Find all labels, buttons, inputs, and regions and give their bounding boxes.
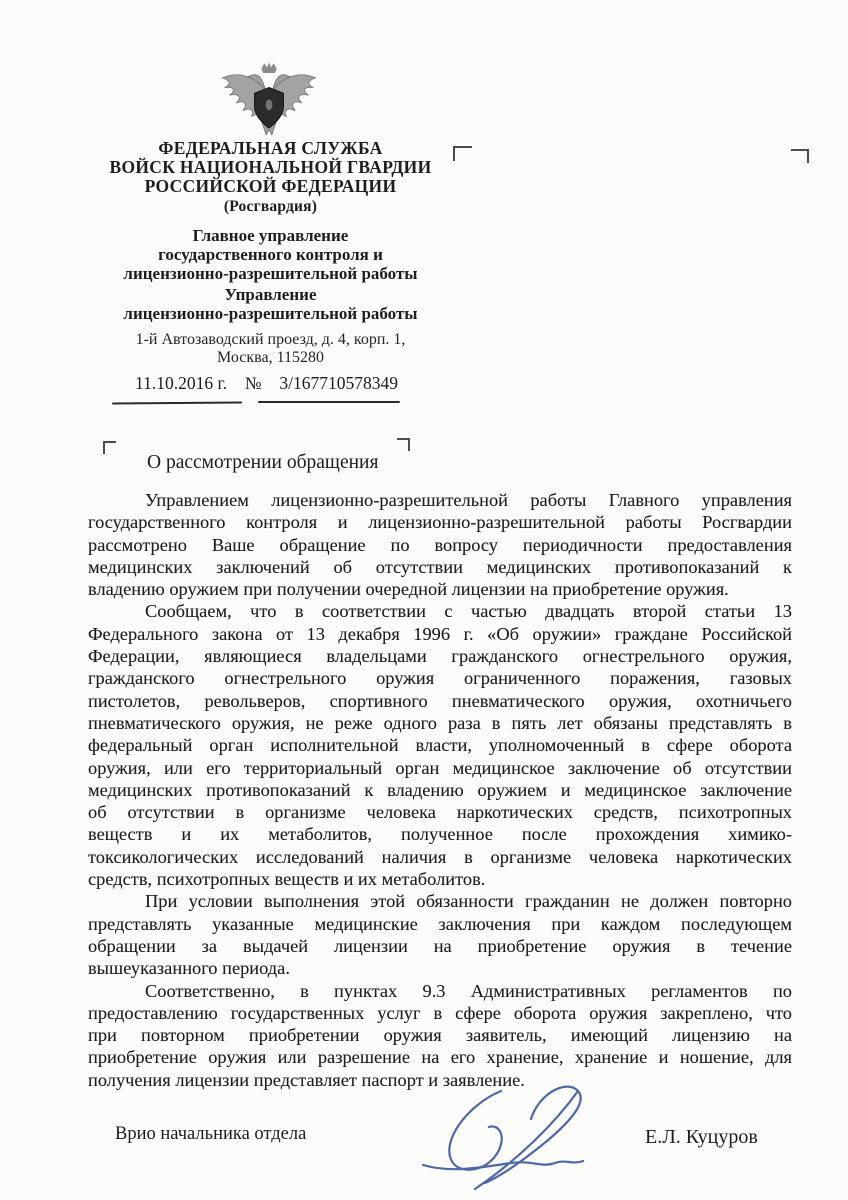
department-block bbox=[63, 226, 478, 283]
address-block bbox=[63, 331, 478, 367]
body-line: Федерального закона от 13 декабря 1996 г. «Об оружии» граждане Российской bbox=[88, 623, 792, 644]
body-line: об отсутствии в организме человека наркотических средств, психотропных bbox=[88, 802, 792, 823]
body-line: приобретение оружия или разрешение на его хранение, хранение и ношение, для bbox=[88, 1047, 792, 1068]
subdepartment-block bbox=[63, 285, 478, 323]
corner-mark bbox=[791, 149, 809, 163]
org-name-line: ФЕДЕРАЛЬНАЯ СЛУЖБА bbox=[158, 138, 383, 158]
number-underline bbox=[258, 401, 400, 403]
letter-date: 11.10.2016 г. bbox=[135, 373, 228, 393]
body-line: Сообщаем, что в соответствии с частью двадцать второй статьи 13 bbox=[145, 601, 792, 622]
body-line: пневматического оружия, не реже одного раза в пять лет обязаны представлять в bbox=[88, 712, 792, 733]
org-short-name: (Росгвардия) bbox=[223, 198, 318, 215]
body-paragraphs bbox=[88, 489, 792, 1091]
body-line: вышеуказанного периода. bbox=[88, 958, 290, 979]
body-line: государственного контроля и лицензионно-разрешительной работы Росгвардии bbox=[88, 512, 792, 533]
body-line: федеральный орган исполнительной власти, уполномоченный в сфере оборота bbox=[88, 735, 792, 756]
subdepartment-line: Управление bbox=[224, 285, 317, 304]
body-line: владению оружием при получении очередной лицензии на приобретение оружия. bbox=[88, 579, 729, 600]
body-line: рассмотрено Ваше обращение по вопросу периодичности предоставления bbox=[88, 534, 792, 555]
body-line: Соответственно, в пунктах 9.3 Административных регламентов по bbox=[145, 980, 792, 1001]
body-line: при повторном приобретении оружия заявитель, имеющий лицензию на bbox=[88, 1025, 792, 1046]
body-line: предоставлению государственных услуг в сфере оборота оружия закреплено, что bbox=[88, 1002, 792, 1023]
body-line: Управлением лицензионно-разрешительной работы Главного управления bbox=[145, 490, 792, 510]
signature-stroke bbox=[475, 1091, 578, 1189]
signature-stroke bbox=[449, 1091, 501, 1170]
letter-subject: О рассмотрении обращения bbox=[147, 452, 379, 473]
subdepartment-line: лицензионно-разрешительной работы bbox=[123, 304, 418, 323]
signer-position: Врио начальника отдела bbox=[115, 1124, 307, 1144]
body-line: представлять указанные медицинские заключения при каждом последующем bbox=[88, 913, 792, 934]
letter-number: 3/167710578349 bbox=[279, 373, 398, 393]
body-line: получения лицензии представляет паспорт и заявление. bbox=[88, 1069, 525, 1090]
emblem-crown bbox=[261, 62, 276, 73]
body-line: средств, психотропных веществ и их метаболитов. bbox=[88, 869, 486, 890]
body-line: веществ и их метаболитов, полученное после прохождения химико- bbox=[88, 824, 792, 845]
number-sign: № bbox=[244, 373, 262, 393]
date-number-line bbox=[135, 373, 398, 394]
emblem-shield-figure bbox=[266, 100, 273, 111]
address-line: Москва, 115280 bbox=[217, 349, 324, 366]
department-line: Главное управление bbox=[192, 226, 349, 245]
corner-mark bbox=[397, 438, 410, 451]
rosgvardiya-emblem-icon bbox=[213, 60, 325, 142]
body-line: обращении за выдачей лицензии на приобретение оружия в течение bbox=[88, 935, 792, 956]
body-line: оружия, или его территориальный орган медицинское заключение об отсутствии bbox=[88, 757, 792, 778]
body-line: гражданского огнестрельного оружия ограниченного поражения, газовых bbox=[88, 668, 792, 689]
org-name-line: ВОЙСК НАЦИОНАЛЬНОЙ ГВАРДИИ bbox=[109, 157, 432, 177]
body-line: токсикологических исследований наличия в организме человека наркотических bbox=[88, 846, 792, 867]
signer-name: Е.Л. Куцуров bbox=[645, 1126, 758, 1148]
department-line: лицензионно-разрешительной работы bbox=[123, 264, 418, 283]
org-name-line: РОССИЙСКОЙ ФЕДЕРАЦИИ bbox=[144, 176, 397, 196]
handwritten-signature bbox=[415, 1075, 640, 1195]
date-underline bbox=[112, 402, 242, 405]
corner-mark bbox=[453, 146, 472, 161]
body-line: медицинских заключений об отсутствии медицинских противопоказаний к bbox=[88, 556, 792, 577]
body-line: медицинских противопоказаний к владению оружием и медицинское заключение bbox=[88, 779, 792, 800]
body-line: При условии выполнения этой обязанности гражданин не должен повторно bbox=[145, 891, 792, 912]
signature-stroke bbox=[485, 1087, 581, 1183]
org-name-block bbox=[63, 139, 478, 216]
department-line: государственного контроля и bbox=[158, 245, 383, 264]
corner-mark bbox=[103, 441, 116, 454]
address-line: 1-й Автозаводский проезд, д. 4, корп. 1, bbox=[135, 331, 406, 348]
body-line: Федерации, являющиеся владельцами гражданского огнестрельного оружия, bbox=[88, 646, 792, 667]
body-line: пистолетов, револьверов, спортивного пневматического оружия, охотничьего bbox=[88, 690, 792, 711]
